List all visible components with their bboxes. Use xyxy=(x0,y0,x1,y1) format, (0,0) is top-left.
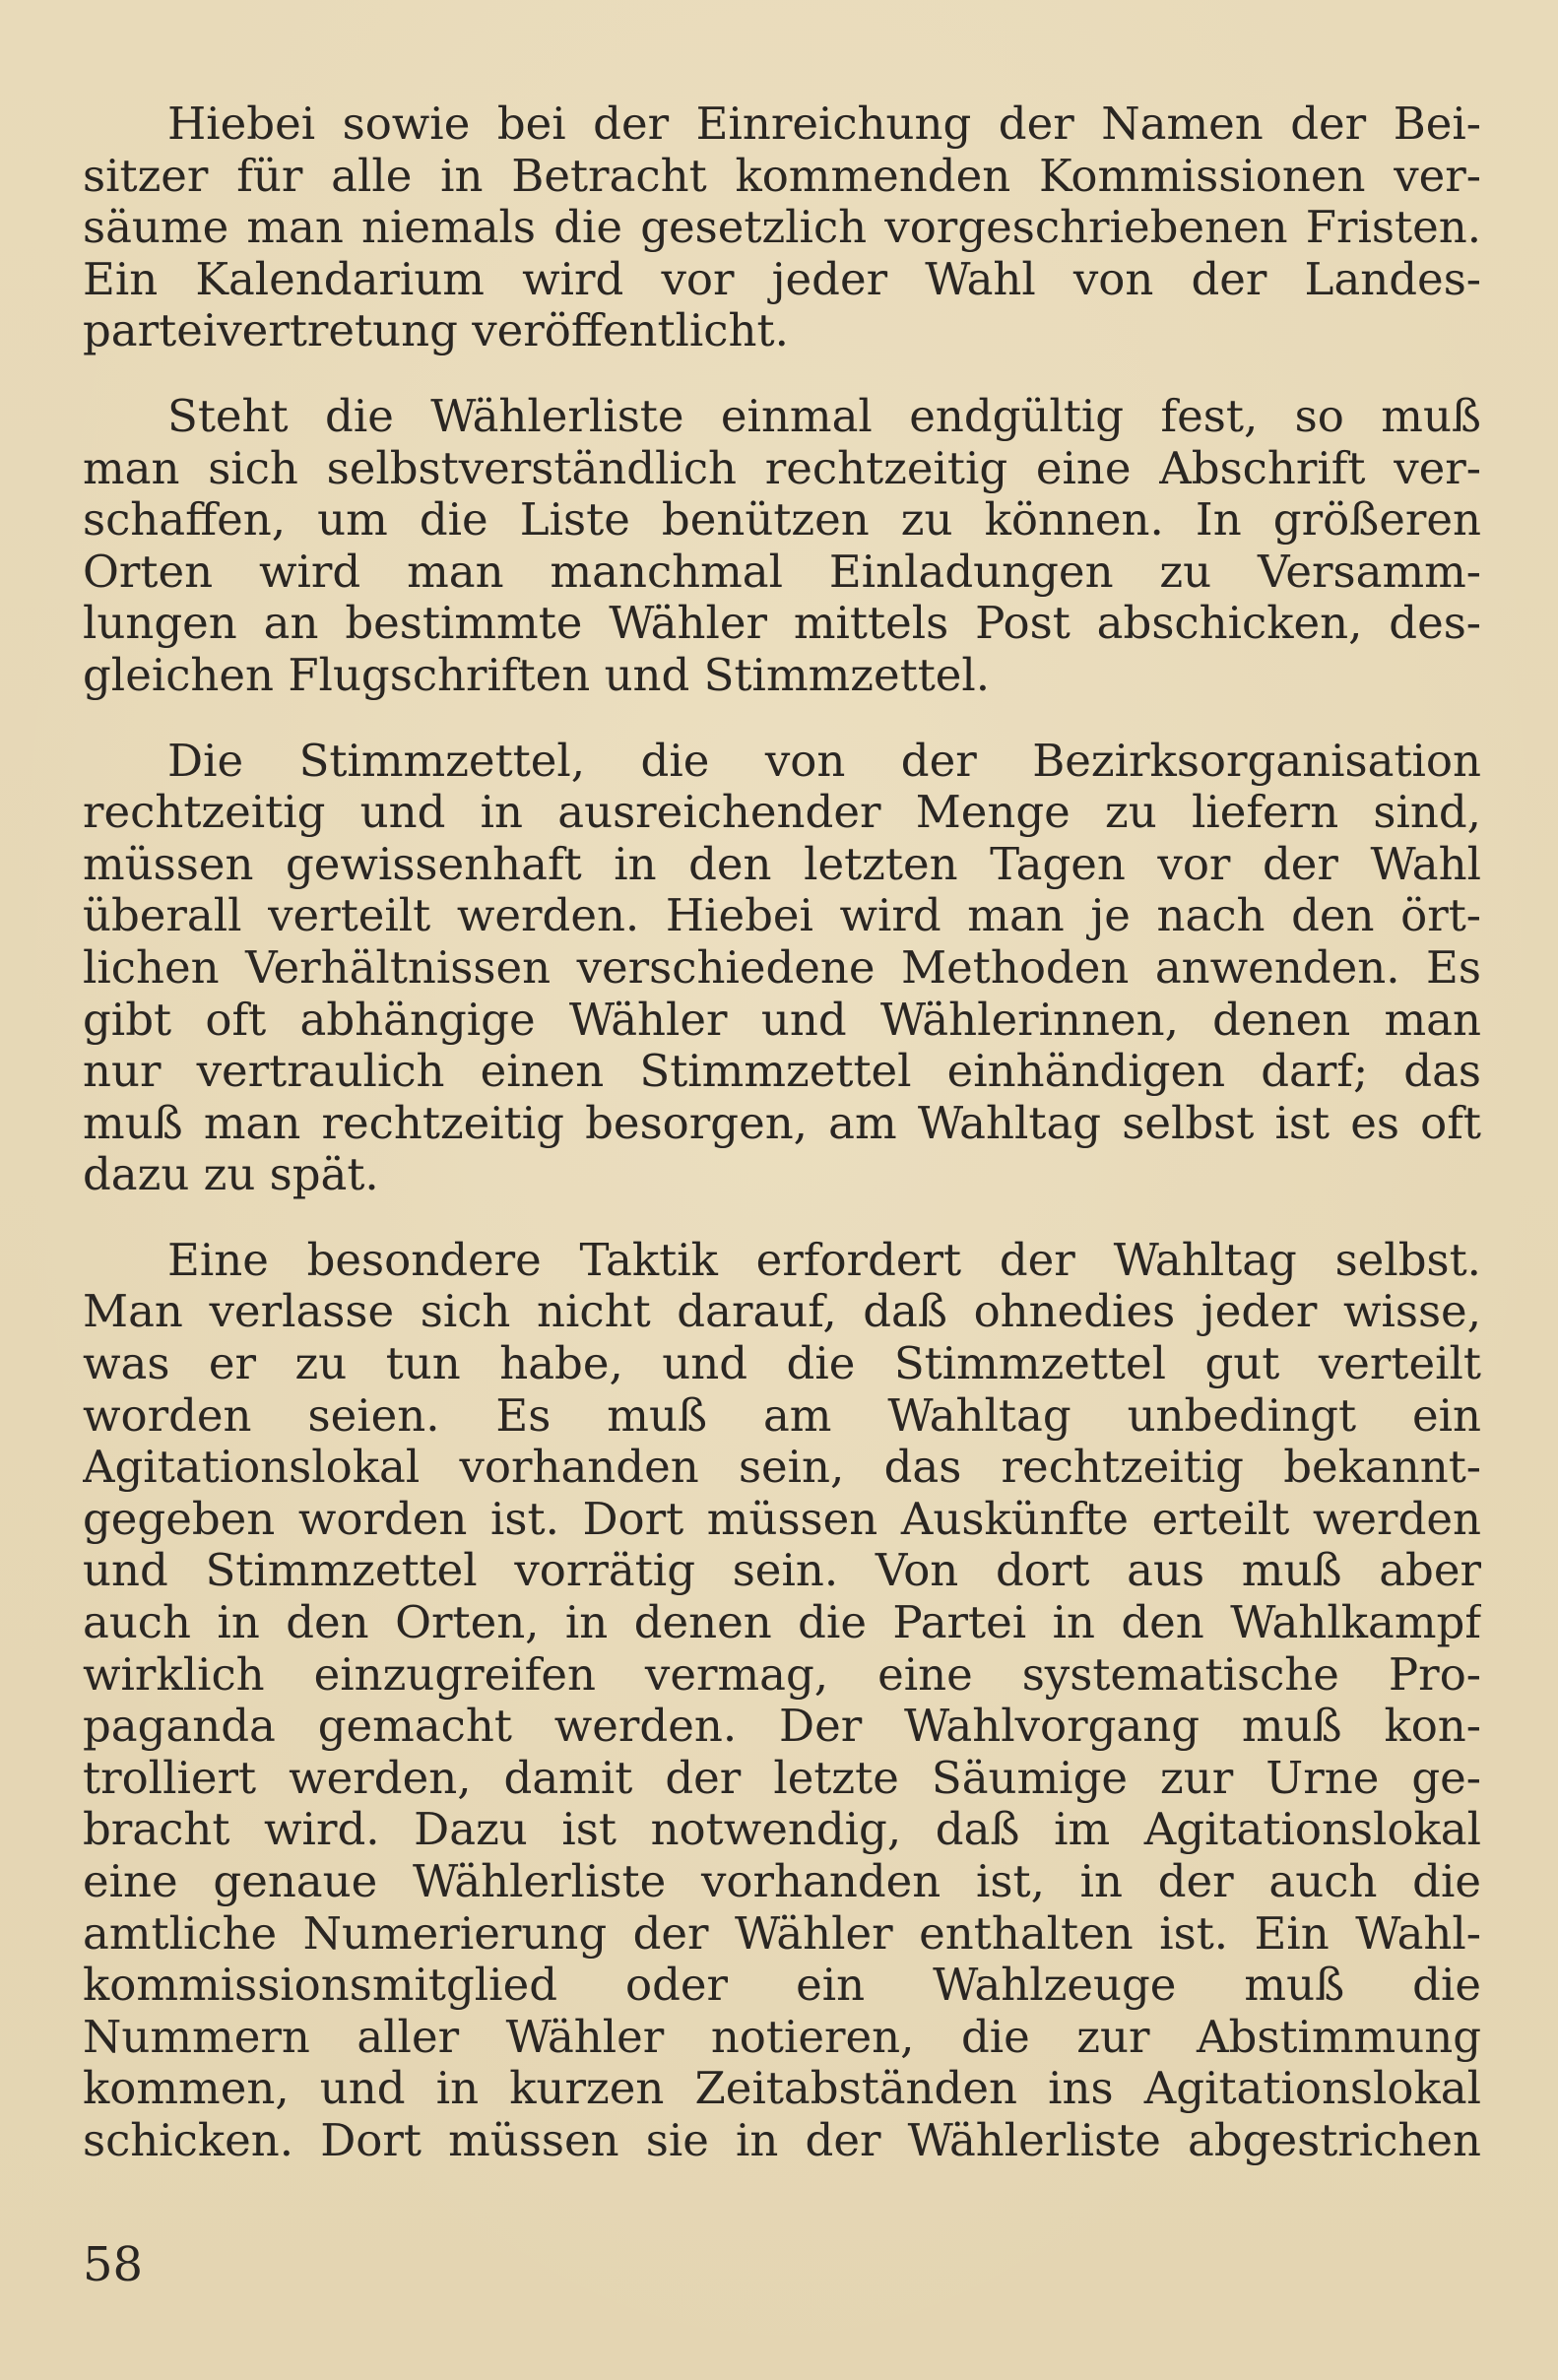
text-line: muß man rechtzeitig besorgen, am Wahltag selbst ist es oft xyxy=(83,1097,1481,1149)
text-line: man sich selbstverständlich rechtzeitig eine Abschrift ver- xyxy=(83,442,1481,494)
text-line: wirklich einzugreifen vermag, eine systematische Pro- xyxy=(83,1648,1481,1701)
page-number: 58 xyxy=(83,2237,144,2292)
text-line: gleichen Flugschriften und Stimmzettel. xyxy=(83,649,991,701)
paragraph-1 xyxy=(83,98,1481,357)
text-line: lungen an bestimmte Wähler mittels Post abschicken, des- xyxy=(83,598,1481,650)
text-line: kommen, und in kurzen Zeitabständen ins Agitationslokal xyxy=(83,2063,1481,2115)
text-line: paganda gemacht werden. Der Wahlvorgang muß kon- xyxy=(83,1701,1481,1753)
text-line: säume man niemals die gesetzlich vorgeschriebenen Fristen. xyxy=(83,202,1481,254)
text-line: trolliert werden, damit der letzte Säumige zur Urne ge- xyxy=(83,1752,1481,1804)
text-line: Hiebei sowie bei der Einreichung der Namen der Bei- xyxy=(167,98,1481,150)
text-line: rechtzeitig und in ausreichender Menge zu liefern sind, xyxy=(83,787,1481,839)
text-line: bracht wird. Dazu ist notwendig, daß im Agitationslokal xyxy=(83,1804,1481,1856)
text-line: Man verlasse sich nicht darauf, daß ohnedies jeder wisse, xyxy=(83,1286,1481,1338)
paragraph-2 xyxy=(83,391,1481,702)
text-line: und Stimmzettel vorrätig sein. Von dort aus muß aber xyxy=(83,1545,1481,1597)
text-line: sitzer für alle in Betracht kommenden Kommissionen ver- xyxy=(83,150,1481,202)
text-line: dazu zu spät. xyxy=(83,1149,379,1201)
text-line: Ein Kalendarium wird vor jeder Wahl von der Landes- xyxy=(83,253,1481,305)
text-line: eine genaue Wählerliste vorhanden ist, in der auch die xyxy=(83,1856,1481,1907)
text-line: überall verteilt werden. Hiebei wird man je nach den ört- xyxy=(83,890,1481,942)
text-line: nur vertraulich einen Stimmzettel einhändigen darf; das xyxy=(83,1046,1481,1098)
text-line: amtliche Numerierung der Wähler enthalten ist. Ein Wahl- xyxy=(83,1907,1481,1960)
text-line: auch in den Orten, in denen die Partei in den Wahlkampf xyxy=(83,1597,1481,1649)
text-line: Agitationslokal vorhanden sein, das rechtzeitig bekannt- xyxy=(83,1442,1481,1494)
body-text xyxy=(83,98,1481,2201)
paragraph-3 xyxy=(83,736,1481,1201)
text-line: Die Stimmzettel, die von der Bezirksorganisation xyxy=(167,735,1481,787)
text-line: Orten wird man manchmal Einladungen zu Versamm- xyxy=(83,546,1481,598)
text-line: was er zu tun habe, und die Stimmzettel gut verteilt xyxy=(83,1338,1481,1390)
text-line: schicken. Dort müssen sie in der Wählerliste abgestrichen xyxy=(83,2114,1481,2166)
text-line: lichen Verhältnissen verschiedene Methoden anwenden. Es xyxy=(83,941,1481,994)
text-line: Steht die Wählerliste einmal endgültig fest, so muß xyxy=(167,390,1481,442)
text-line: worden seien. Es muß am Wahltag unbedingt ein xyxy=(83,1389,1481,1442)
text-line: kommissionsmitglied oder ein Wahlzeuge muß die xyxy=(83,1960,1481,2012)
text-line: schaffen, um die Liste benützen zu können. In größeren xyxy=(83,494,1481,547)
text-line: gegeben worden ist. Dort müssen Auskünfte erteilt werden xyxy=(83,1493,1481,1545)
text-line: Nummern aller Wähler notieren, die zur Abstimmung xyxy=(83,2011,1481,2063)
paragraph-4 xyxy=(83,1235,1481,2167)
text-line: parteivertretung veröffentlicht. xyxy=(83,305,789,357)
text-line: Eine besondere Taktik erfordert der Wahltag selbst. xyxy=(167,1234,1481,1286)
text-line: müssen gewissenhaft in den letzten Tagen vor der Wahl xyxy=(83,838,1481,890)
text-line: gibt oft abhängige Wähler und Wählerinnen, denen man xyxy=(83,994,1481,1046)
